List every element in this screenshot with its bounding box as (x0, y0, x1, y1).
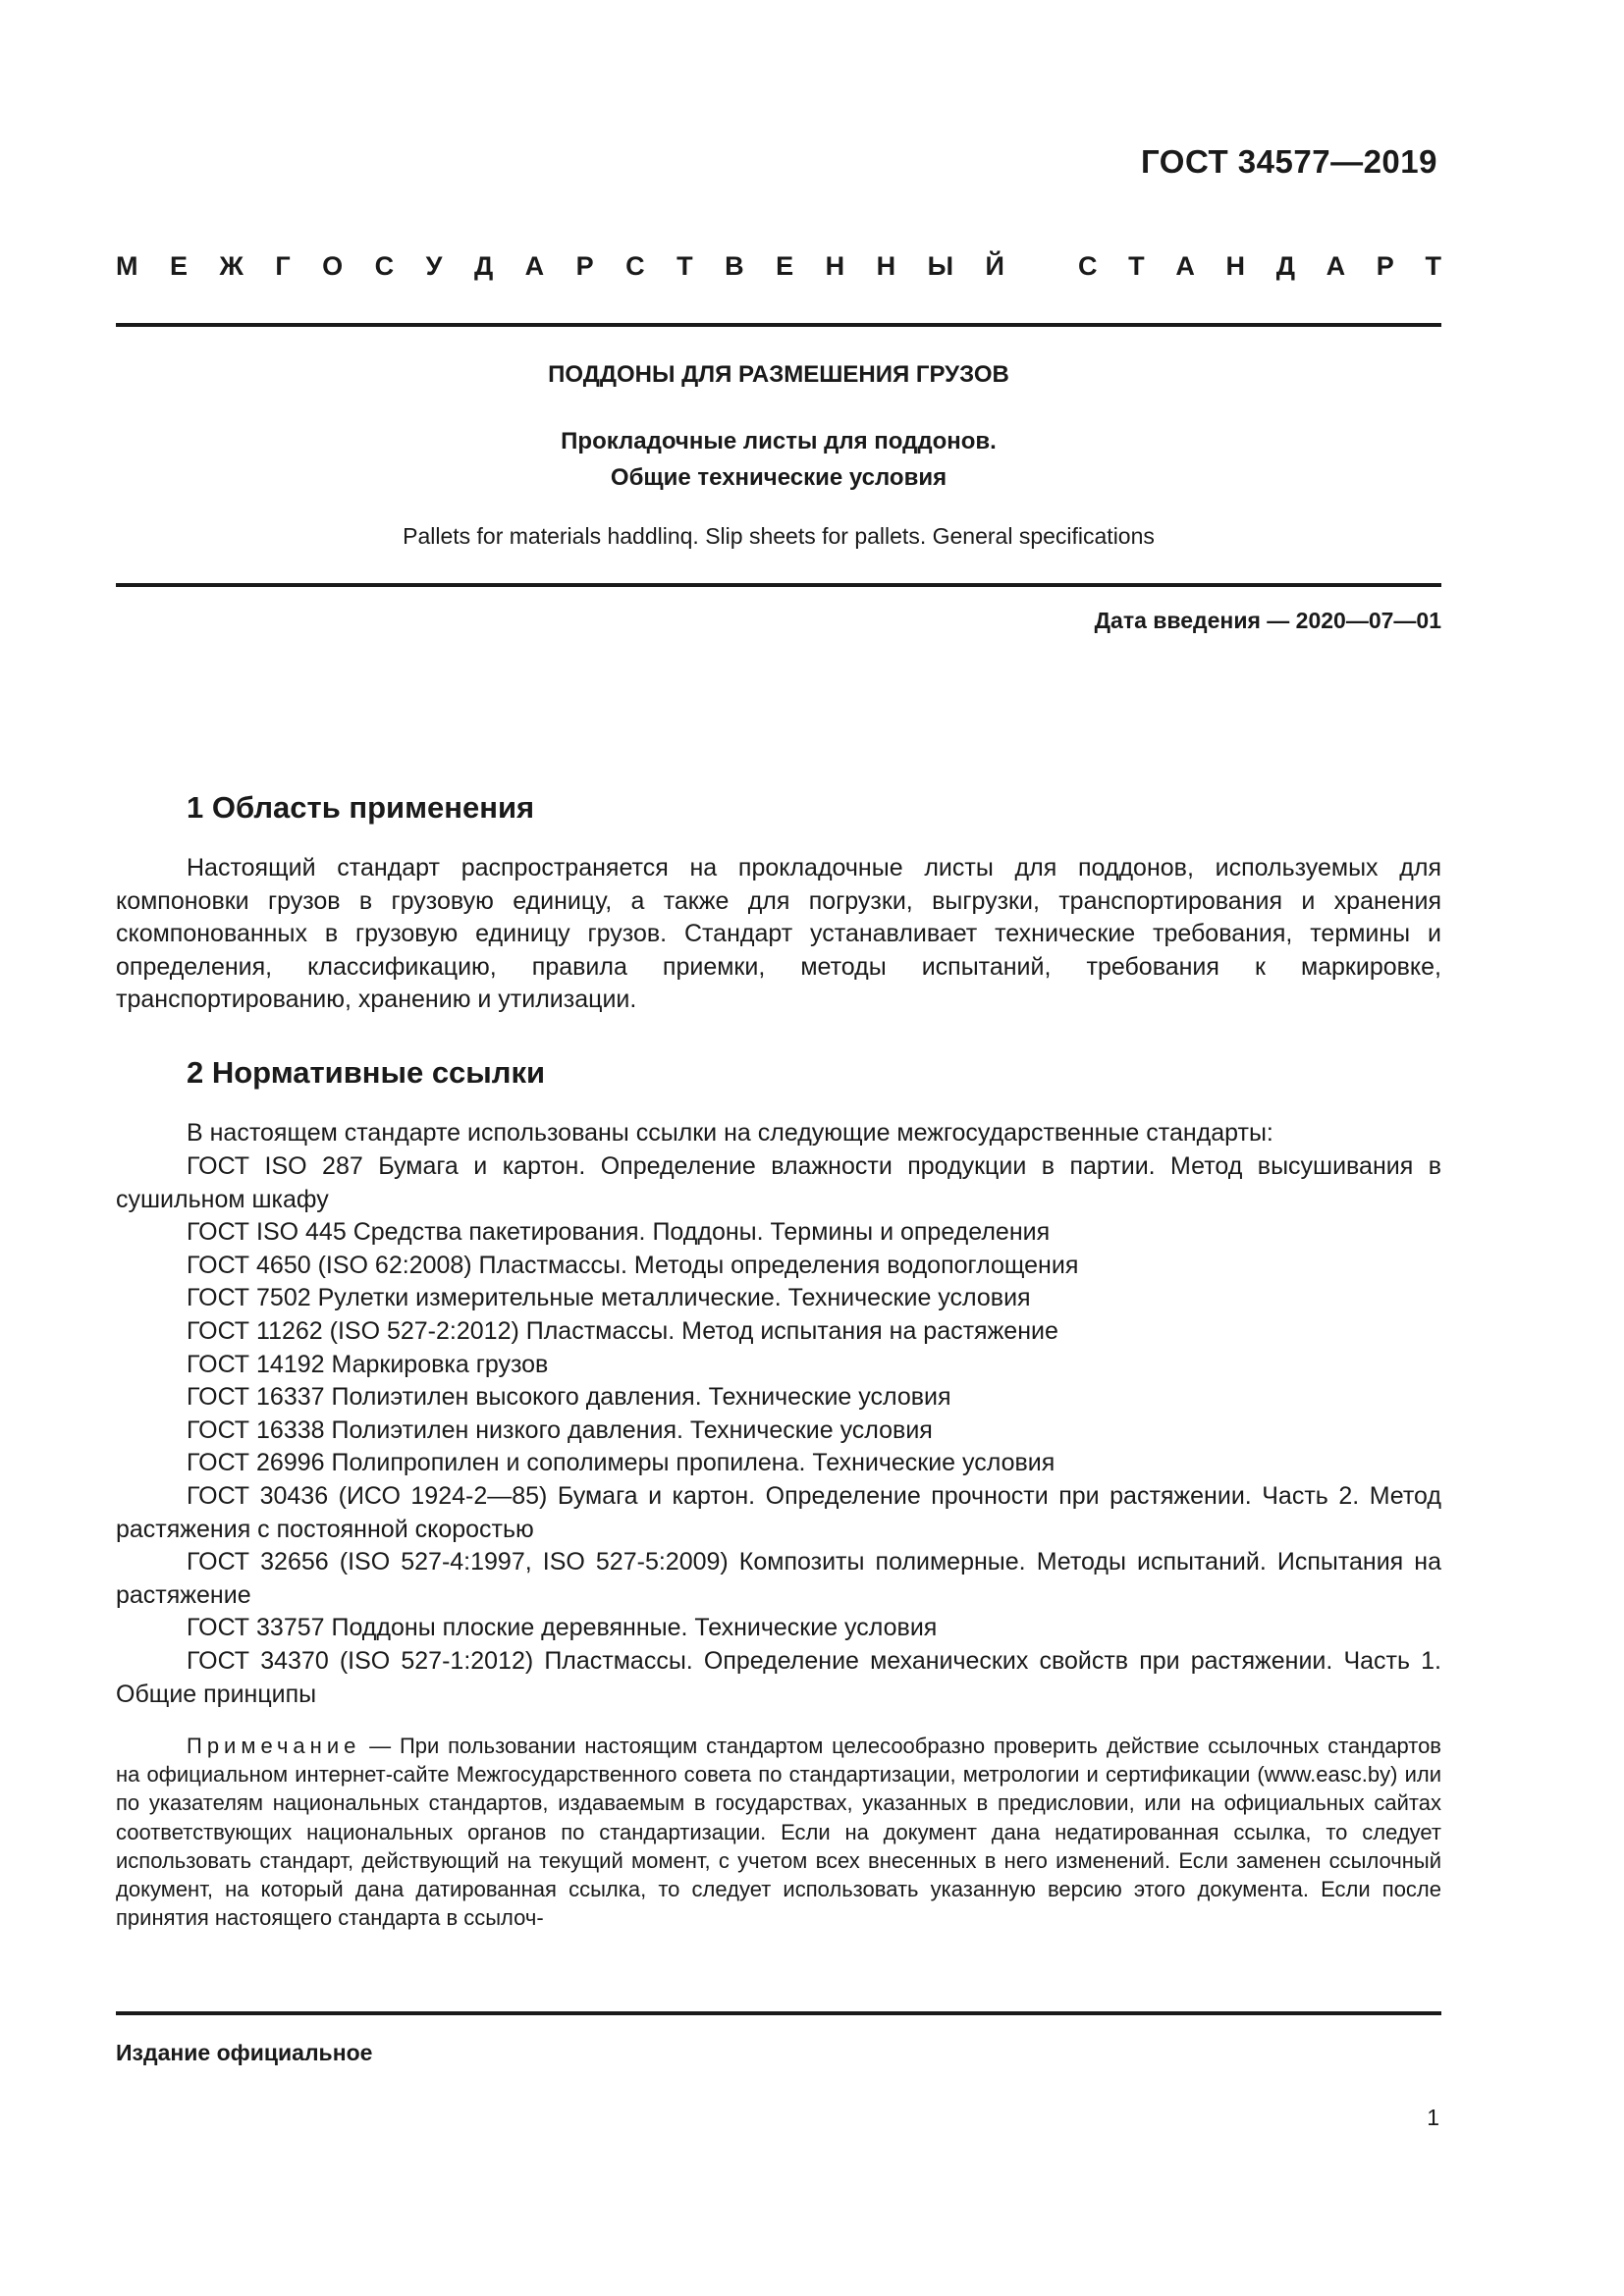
banner-letter: Н (1225, 251, 1246, 281)
top-divider (116, 323, 1441, 327)
banner-letter: М (116, 251, 138, 281)
introduction-date: Дата введения — 2020—07—01 (1094, 608, 1441, 633)
interstate-standard-banner (116, 251, 1441, 282)
subtitle-line-2: Общие технические условия (610, 464, 947, 491)
banner-letter: Т (1128, 251, 1145, 281)
footer-divider (116, 2011, 1441, 2015)
banner-letter: Г (275, 251, 291, 281)
banner-letter: Т (1425, 251, 1441, 281)
reference-item: ГОСТ 11262 (ISO 527-2:2012) Пластмассы. Метод испытания на растяжение (187, 1316, 1058, 1345)
banner-letter: Е (169, 251, 188, 281)
title-divider (116, 583, 1441, 587)
banner-letter: В (725, 251, 744, 281)
reference-item: ГОСТ 4650 (ISO 62:2008) Пластмассы. Методы определения водопоглощения (187, 1251, 1079, 1279)
reference-item: ГОСТ 16337 Полиэтилен высокого давления. Технические условия (187, 1383, 951, 1412)
banner-letter: У (425, 251, 443, 281)
reference-item: ГОСТ 34370 (ISO 527-1:2012) Пластмассы. Определение механических свойств при растяжении. Часть 1. Общие принципы (116, 1646, 1441, 1708)
note-label: Примечание (187, 1734, 361, 1758)
banner-letter: С (1078, 251, 1098, 281)
banner-letter: Д (473, 251, 494, 281)
official-edition-label: Издание официальное (116, 2040, 373, 2065)
banner-letter: С (374, 251, 395, 281)
reference-item: ГОСТ 33757 Поддоны плоские деревянные. Технические условия (187, 1614, 938, 1642)
section-1-heading: 1 Область применения (187, 790, 535, 825)
banner-letter: А (1175, 251, 1195, 281)
reference-item: ГОСТ 32656 (ISO 527-4:1997, ISO 527-5:2009) Композиты полимерные. Методы испытаний. Испытания на растяжение (116, 1548, 1441, 1609)
page-number: 1 (1427, 2105, 1439, 2130)
document-title: ПОДДОНЫ ДЛЯ РАЗМЕШЕНИЯ ГРУЗОВ (548, 361, 1009, 388)
banner-letter: Е (776, 251, 794, 281)
document-code: ГОСТ 34577—2019 (1141, 143, 1437, 180)
banner-letter: Ы (927, 251, 954, 281)
banner-letter: Й (985, 251, 1004, 281)
reference-item: ГОСТ 30436 (ИСО 1924-2—85) Бумага и картон. Определение прочности при растяжении. Часть 2. Метод растяжения с постоянной скоростью (116, 1481, 1441, 1543)
banner-letter: Т (677, 251, 693, 281)
section-1-text: Настоящий стандарт распространяется на прокладочные листы для поддонов, используемых для компоновки грузов в грузовую единицу, а также для погрузки, выгрузки, транспортирования и хранения скомпонованных в грузовую единицу грузов. Стандарт устанавливает технические требования, термины и определения, классификацию, правила приемки, методы испытаний, требования к маркировке, транспортированию, хранению и утилизации. (116, 854, 1441, 1014)
banner-letter: Ж (219, 251, 244, 281)
reference-item: ГОСТ ISO 287 Бумага и картон. Определение влажности продукции в партии. Метод высушивания в сушильном шкафу (116, 1152, 1441, 1213)
banner-letter: Н (876, 251, 896, 281)
banner-word-standard (1078, 251, 1441, 282)
english-title: Pallets for materials haddlinq. Slip sheets for pallets. General specifications (403, 523, 1155, 549)
subtitle-line-1: Прокладочные листы для поддонов. (561, 428, 997, 454)
reference-note (116, 1732, 1441, 1932)
banner-letter: А (1326, 251, 1346, 281)
reference-item: ГОСТ ISO 445 Средства пакетирования. Поддоны. Термины и определения (187, 1218, 1051, 1247)
note-text: — При пользовании настоящим стандартом целесообразно проверить действие ссылочных стандартов на официальном интернет-сайте Межгосударственного совета по стандартизации, метрологии и сертификации (www.easc.by) или по указателям национальных стандартов, издаваемым в государствах, указанных в предисловии, или на официальных сайтах соответствующих национальных органов по стандартизации. Если на документ дана недатированная ссылка, то следует использовать стандарт, действующий на текущий момент, с учетом всех внесенных в него изменений. Если заменен ссылочный документ, на который дана датированная ссылка, то следует использовать указанную версию этого документа. Если после принятия настоящего стандарта в ссылоч- (116, 1734, 1441, 1931)
banner-letter: Р (575, 251, 594, 281)
reference-item: ГОСТ 14192 Маркировка грузов (187, 1350, 549, 1378)
banner-letter: Д (1275, 251, 1295, 281)
banner-word-interstate (116, 251, 1004, 282)
reference-item: ГОСТ 7502 Рулетки измерительные металлические. Технические условия (187, 1284, 1031, 1312)
banner-letter: Р (1376, 251, 1394, 281)
banner-letter: А (524, 251, 545, 281)
banner-letter: О (322, 251, 344, 281)
reference-item: ГОСТ 26996 Полипропилен и сополимеры пропилена. Технические условия (187, 1449, 1056, 1477)
reference-item: ГОСТ 16338 Полиэтилен низкого давления. Технические условия (187, 1415, 933, 1444)
banner-letter: С (625, 251, 645, 281)
section-2-heading: 2 Нормативные ссылки (187, 1055, 546, 1090)
banner-letter: Н (825, 251, 845, 281)
reference-list (116, 1150, 1441, 1711)
section-2-intro: В настоящем стандарте использованы ссылки на следующие межгосударственные стандарты: (187, 1119, 1273, 1147)
document-subtitle (116, 423, 1441, 496)
